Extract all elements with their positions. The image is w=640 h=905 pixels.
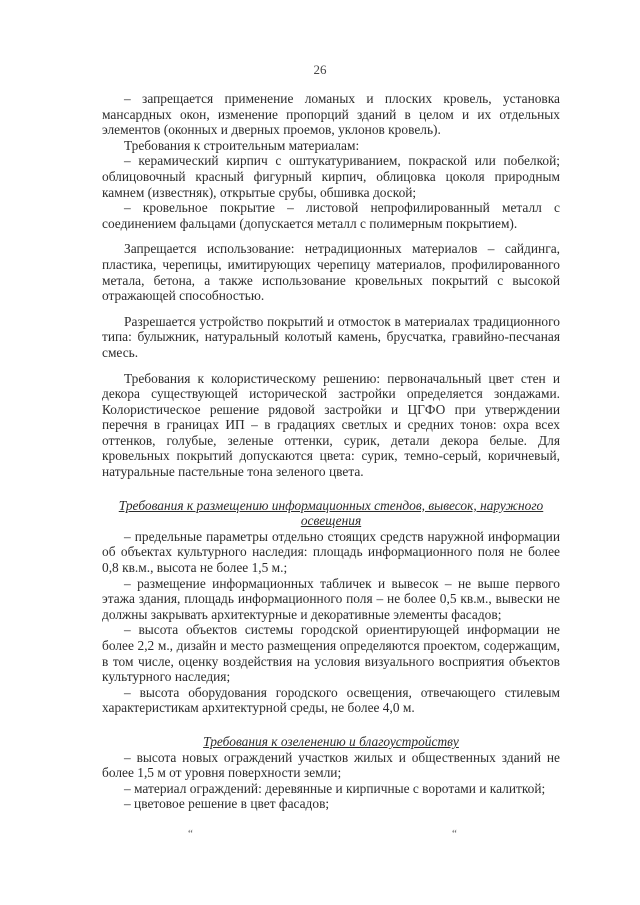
paragraph: – размещение информационных табличек и вывесок – не выше первого этажа здания, площадь информационного поля – не более 0,5 кв.м., вывески не должны закрывать архитектурные и декоративные элементы фасадов; xyxy=(102,575,560,622)
paragraph: – керамический кирпич с оштукатуриванием, покраской или побелкой; облицовочный красный фигурный кирпич, облицовка цоколя природным камнем (известняк), открытые срубы, обшивка доской; xyxy=(102,153,560,200)
section-heading: Требования к размещению информационных стендов, вывесок, наружного освещения xyxy=(118,497,544,529)
scan-speck: “ xyxy=(452,828,457,840)
paragraph: – высота оборудования городского освещения, отвечающего стилевым характеристикам архитектурной среды, не более 4,0 м. xyxy=(102,684,560,716)
page-number: 26 xyxy=(313,62,327,77)
paragraph: – предельные параметры отдельно стоящих средств наружной информации об объектах культурного наследия: площадь информационного поля не более 0,8 кв.м., высота не более 1,5 м.; xyxy=(102,528,560,576)
spacer xyxy=(102,361,560,371)
spacer xyxy=(102,480,560,498)
spacer xyxy=(102,304,560,314)
paragraph: Разрешается устройство покрытий и отмосток в материалах традиционного типа: булыжник, натуральный колотый камень, брусчатка, гравийно-песчаная смесь. xyxy=(102,313,560,360)
scan-speck: “ xyxy=(188,828,193,840)
spacer xyxy=(102,716,560,734)
paragraph: – высота новых ограждений участков жилых и общественных зданий не более 1,5 м от уровня поверхности земли; xyxy=(102,749,560,781)
paragraph: Требования к колористическому решению: первоначальный цвет стен и декора существующей исторической застройки определяется зондажами. Колористическое решение рядовой застройки и ЦГФО при утверждении перечня в границах ИП – в градациях светлых и средних тонов: охра всех оттенков, голубые, зеленые оттенки, сурик, детали декора белые. Для кровельных покрытий допускаются цвета: сурик, темно-серый, коричневый, натуральные пастельные тона зеленого цвета. xyxy=(102,370,560,480)
paragraph: – материал ограждений: деревянные и кирпичные с воротами и калиткой; xyxy=(124,780,546,796)
spacer xyxy=(102,231,560,241)
paragraph: – цветовое решение в цвет фасадов; xyxy=(124,796,330,812)
paragraph: – высота объектов системы городской ориентирующей информации не более 2,2 м., дизайн и место размещения определяются проектом, содержащим, в том числе, оценку воздействия на условия визуального восприятия объектов культурного наследия; xyxy=(102,622,560,685)
section-heading: Требования к озеленению и благоустройству xyxy=(203,733,459,749)
document-body xyxy=(102,91,560,812)
paragraph: – запрещается применение ломаных и плоских кровель, установка мансардных окон, изменение пропорций зданий в целом и их отдельных элементов (оконных и дверных проемов, уклонов кровель). xyxy=(102,91,560,138)
paragraph: Запрещается использование: нетрадиционных материалов – сайдинга, пластика, черепицы, имитирующих черепицу материалов, профилированного метала, бетона, а также использование кровельных покрытий с высокой отражающей способностью. xyxy=(102,241,560,304)
paragraph: – кровельное покрытие – листовой непрофилированный металл с соединением фальцами (допускается металл с полимерным покрытием). xyxy=(102,200,560,231)
paragraph: Требования к строительным материалам: xyxy=(124,137,360,153)
